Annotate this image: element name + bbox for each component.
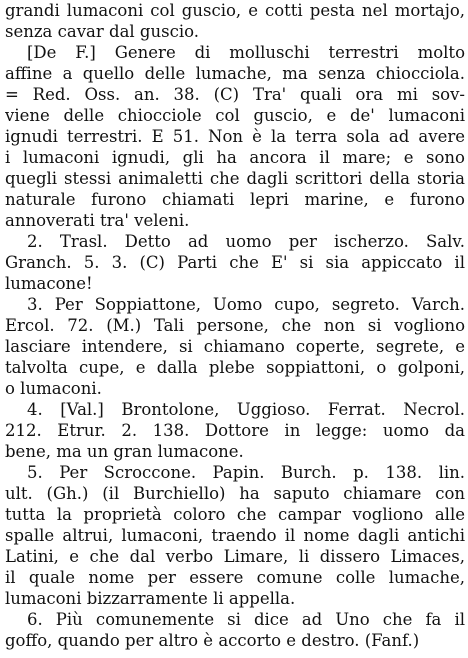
text-line: Ercol. 72. (M.) Tali persone, che non si vogliono — [5, 316, 465, 335]
text-line: ult. (Gh.) (il Burchiello) ha saputo chiamare con — [5, 484, 465, 503]
text-line: il quale nome per essere comune colle lumache, — [5, 568, 465, 587]
text-line: Granch. 5. 3. (C) Parti che E' si sia appiccato il — [5, 253, 465, 272]
text-line: quegli stessi animaletti che dagli scrittori della storia — [5, 169, 465, 188]
text-line: naturale furono chiamati lepri marine, e furono — [5, 190, 465, 209]
text-line: lasciare intendere, si chiamano coperte, segrete, e — [5, 337, 465, 356]
text-line: lumaconi bizzarramente li appella. — [5, 589, 296, 608]
text-line: viene delle chiocciole col guscio, e de' lumaconi — [5, 106, 465, 125]
text-line: affine a quello delle lumache, ma senza chiocciola. — [5, 64, 465, 83]
text-line: spalle altrui, lumaconi, traendo il nome dagli antichi — [5, 526, 465, 545]
text-line: lumacone! — [5, 274, 93, 293]
text-line: 2. Trasl. Detto ad uomo per ischerzo. Salv. — [27, 232, 465, 251]
text-line: 6. Più comunemente si dice ad Uno che fa il — [27, 610, 465, 629]
text-line: goffo, quando per altro è accorto e destro. (Fanf.) — [5, 631, 420, 650]
text-line: [De F.] Genere di molluschi terrestri molto — [27, 43, 465, 62]
text-line: bene, ma un gran lumacone. — [5, 442, 244, 461]
text-line: = Red. Oss. an. 38. (C) Tra' quali ora mi sov- — [5, 85, 465, 104]
text-line: o lumaconi. — [5, 379, 102, 398]
text-line: 3. Per Soppiattone, Uomo cupo, segreto. Varch. — [27, 295, 465, 314]
text-line: 4. [Val.] Brontolone, Uggioso. Ferrat. Necrol. — [27, 400, 465, 419]
text-line: grandi lumaconi col guscio, e cotti pesta nel mortajo, — [5, 1, 465, 20]
text-line: ignudi terrestri. E 51. Non è la terra sola ad avere — [5, 127, 465, 146]
text-line: senza cavar dal guscio. — [5, 22, 199, 41]
text-line: i lumaconi ignudi, gli ha ancora il mare; e sono — [5, 148, 465, 167]
text-line: 212. Etrur. 2. 138. Dottore in legge: uomo da — [5, 421, 465, 440]
text-line: talvolta cupe, e dalla plebe soppiattoni, o golponi, — [5, 358, 465, 377]
text-line: 5. Per Scroccone. Papin. Burch. p. 138. lin. — [27, 463, 465, 482]
text-line: annoverati tra' veleni. — [5, 211, 190, 230]
text-line: Latini, e che dal verbo Limare, li dissero Limaces, — [5, 547, 465, 566]
text-line: tutta la proprietà coloro che campar vogliono alle — [5, 505, 465, 524]
